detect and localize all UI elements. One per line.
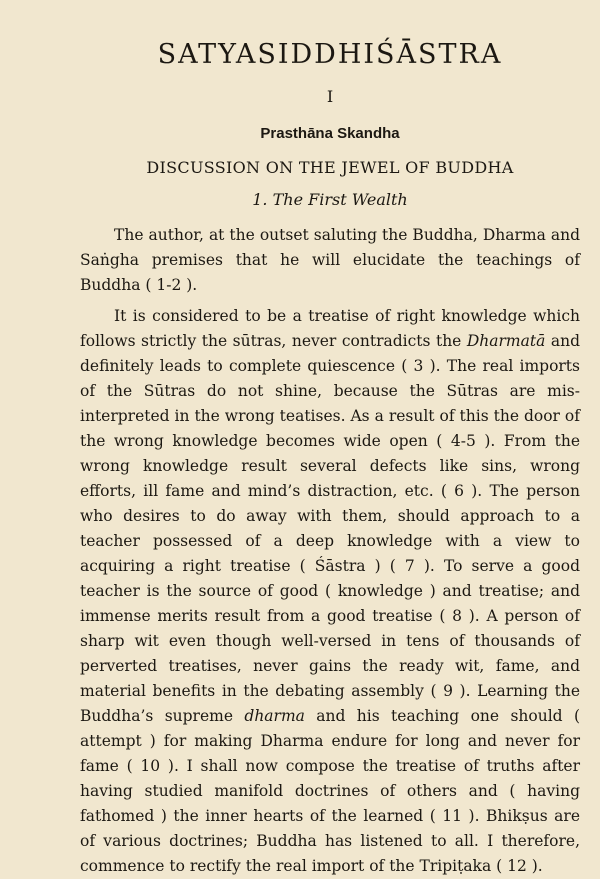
- subsection-title: 1. The First Wealth: [252, 190, 408, 209]
- paragraph-main: [80, 304, 580, 879]
- chapter-title: DISCUSSION ON THE JEWEL OF BUDDHA: [146, 158, 514, 177]
- paragraph-main-text-2: and definitely leads to complete quiescence ( 3 ). The real imports of the Sūtras do not shine, because the Sūtras are mis-interpreted in the wrong teatises. As a result of this the door of the wrong knowledge becomes wide open ( 4-5 ). From the wrong knowledge result several defects like sins, wrong efforts, ill fame and mind’s distraction, etc. ( 6 ). The person who desires to do away with them, should approach to a teacher possessed of a deep knowledge with a view to acquiring a right treatise ( Śāstra ) ( 7 ). To serve a good teacher is the source of good ( knowledge ) and treatise; and immense merits result from a good treatise ( 8 ). A person of sharp wit even though well-versed in tens of thousands of perverted treatises, never gains the ready wit, fame, and material benefits in the debating assembly ( 9 ). Learning the Buddha’s supreme: [80, 332, 581, 725]
- term-dharmata: Dharmatā: [466, 332, 546, 350]
- paragraph-main-text-3: and his teaching one should ( attempt ) for making Dharma endure for long and never for fame ( 10 ). I shall now compose the treatise of truths after having studied manifold doctrines of others and ( having fathomed ) the inner hearts of the learned ( 11 ). Bhikṣus are of various doctrines; Buddha has listened to all. I therefore, commence to rectify the real import of the Tripiṭaka ( 12 ).: [80, 707, 580, 875]
- book-title: SATYASIDDHIŚĀSTRA: [157, 39, 503, 70]
- paragraph-intro: The author, at the outset saluting the Buddha, Dharma and Saṅgha premises that he will elucidate the teachings of Buddha ( 1-2 ).: [80, 226, 580, 294]
- part-number: I: [326, 87, 334, 106]
- paragraph-main-text-1: It is considered to be a treatise of right knowledge which follows strictly the sūtras, never contradicts the: [80, 307, 580, 350]
- section-title: Prasthāna Skandha: [260, 125, 400, 142]
- term-dharma: dharma: [244, 707, 305, 725]
